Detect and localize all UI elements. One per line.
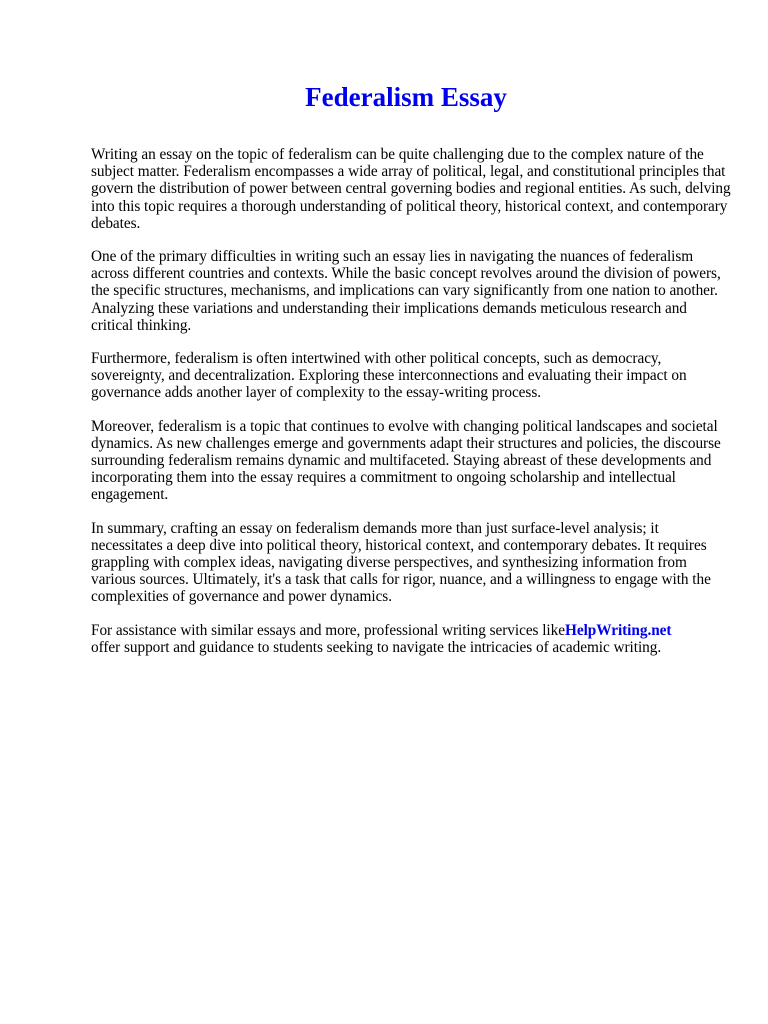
document-title: Federalism Essay: [305, 82, 507, 112]
document-body: [91, 146, 731, 672]
paragraph-2: One of the primary difficulties in writing such an essay lies in navigating the nuances of federalism across different countries and contexts. While the basic concept revolves around the division of powers, the specific structures, mechanisms, and implications can vary significantly from one nation to another. Analyzing these variations and understanding their implications demands meticulous research and critical thinking.: [91, 248, 721, 334]
paragraph-5: In summary, crafting an essay on federalism demands more than just surface-level analysis; it necessitates a deep dive into political theory, historical context, and contemporary debates. It requires grappling with complex ideas, navigating diverse perspectives, and synthesizing information from various sources. Ultimately, it's a task that calls for rigor, nuance, and a willingness to engage with the complexities of governance and power dynamics.: [91, 519, 711, 606]
closing-text-before-link: For assistance with similar essays and more, professional writing services like: [91, 621, 565, 639]
helpwriting-link[interactable]: HelpWriting.net: [564, 621, 672, 639]
paragraph-1: Writing an essay on the topic of federalism can be quite challenging due to the complex nature of the subject matter. Federalism encompasses a wide array of political, legal, and constitutional principles that govern the distribution of power between central governing bodies and regional entities. As such, delving into this topic requires a thorough understanding of political theory, historical context, and contemporary debates.: [91, 146, 731, 232]
paragraph-4: Moreover, federalism is a topic that continues to evolve with changing political landscapes and societal dynamics. As new challenges emerge and governments adapt their structures and policies, the discourse surrounding federalism remains dynamic and multifaceted. Staying abreast of these developments and incorporating them into the essay requires a commitment to ongoing scholarship and intellectual engagement.: [91, 417, 721, 504]
paragraph-3: Furthermore, federalism is often intertwined with other political concepts, such as democracy, sovereignty, and decentralization. Exploring these interconnections and evaluating their impact on governance adds another layer of complexity to the essay-writing process.: [91, 350, 687, 402]
closing-paragraph: [91, 622, 731, 656]
closing-text-after-link: offer support and guidance to students seeking to navigate the intricacies of academic writing.: [91, 638, 662, 656]
